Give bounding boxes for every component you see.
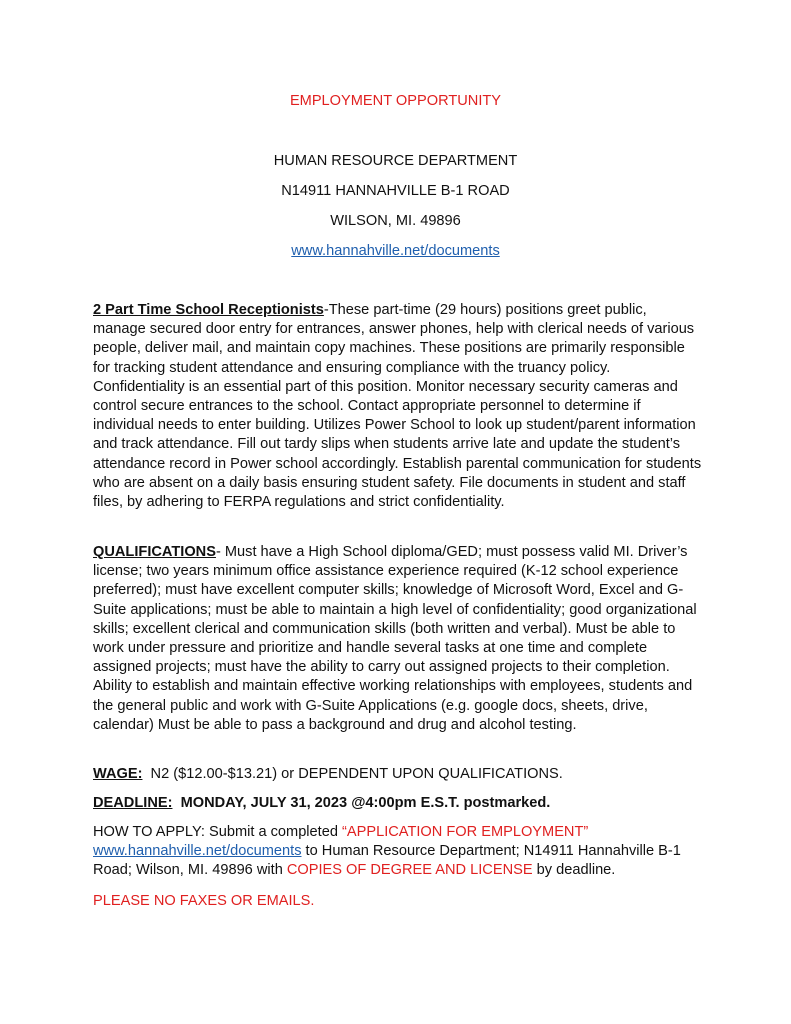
address-line-1: N14911 HANNAHVILLE B-1 ROAD [281,183,510,199]
wage-label: WAGE: [93,766,143,782]
how-to-apply-section [93,823,703,881]
apply-middle: to Human Resource Department; N14911 Hannahville B-1 Road; Wilson, MI. 49896 with [93,843,681,879]
no-faxes-notice: PLEASE NO FAXES OR EMAILS. [93,893,315,909]
qualifications-text: - Must have a High School diploma/GED; must possess valid MI. Driver’s license; two years minimum office assistance experience required (K-12 school experience preferred); must have excellent computer skills; knowledge of Microsoft Word, Excel and G-Suite applications; must be able to maintain a high level of confidentiality; good organizational skills; excellent clerical and communication skills (both written and verbal). Must be able to work under pressure and prioritize and handle several tasks at one time and complete assigned projects; must have the ability to carry out assigned projects to their completion. Ability to establish and maintain effective working relationships with employees, students and the general public and work with G-Suite Applications (e.g. google docs, sheets, drive, calendar) Must be able to pass a background and drug and alcohol testing. [93,544,697,733]
position-text: -These part-time (29 hours) positions greet public, manage secured door entry for entrances, answer phones, help with clerical needs of various people, deliver mail, and maintain copy machines. These positions are primarily responsible for tracking student attendance and ensuring compliance with the truancy policy. Confidentiality is an essential part of this position. Monitor necessary security cameras and control secure entrances to the school. Contact appropriate personnel to determine if individual needs to enter building. Utilizes Power School to look up student/parent information and track attendance. Fill out tardy slips when students arrive late and update the student’s attendance record in Power school accordingly. Establish parental communication for students who are absent on a daily basis ensuring student safety. File documents in student and staff files, by adhering to FERPA regulations and strict confidentiality. [93,302,702,511]
required-documents: COPIES OF DEGREE AND LICENSE [286,862,533,879]
position-title: 2 Part Time School Receptionists [93,302,324,318]
website-link[interactable]: www.hannahville.net/documents [291,243,500,259]
deadline-text: MONDAY, JULY 31, 2023 @4:00pm E.S.T. postmarked. [172,795,551,811]
qualifications-section [93,543,703,735]
application-form-name: “APPLICATION FOR EMPLOYMENT” [342,824,589,840]
apply-intro: HOW TO APPLY: Submit a completed [93,824,343,840]
deadline-section [93,794,703,813]
apply-end: by deadline. [532,862,616,879]
page-title: EMPLOYMENT OPPORTUNITY [289,93,502,109]
wage-text: N2 ($12.00-$13.21) or DEPENDENT UPON QUALIFICATIONS. [142,766,563,782]
qualifications-label: QUALIFICATIONS [93,544,216,560]
position-description [93,301,703,512]
department-name: HUMAN RESOURCE DEPARTMENT [273,153,518,169]
wage-section [93,765,703,784]
address-line-2: WILSON, MI. 49896 [330,213,461,229]
apply-link[interactable]: www.hannahville.net/documents [93,843,302,860]
deadline-label: DEADLINE: [93,795,173,811]
